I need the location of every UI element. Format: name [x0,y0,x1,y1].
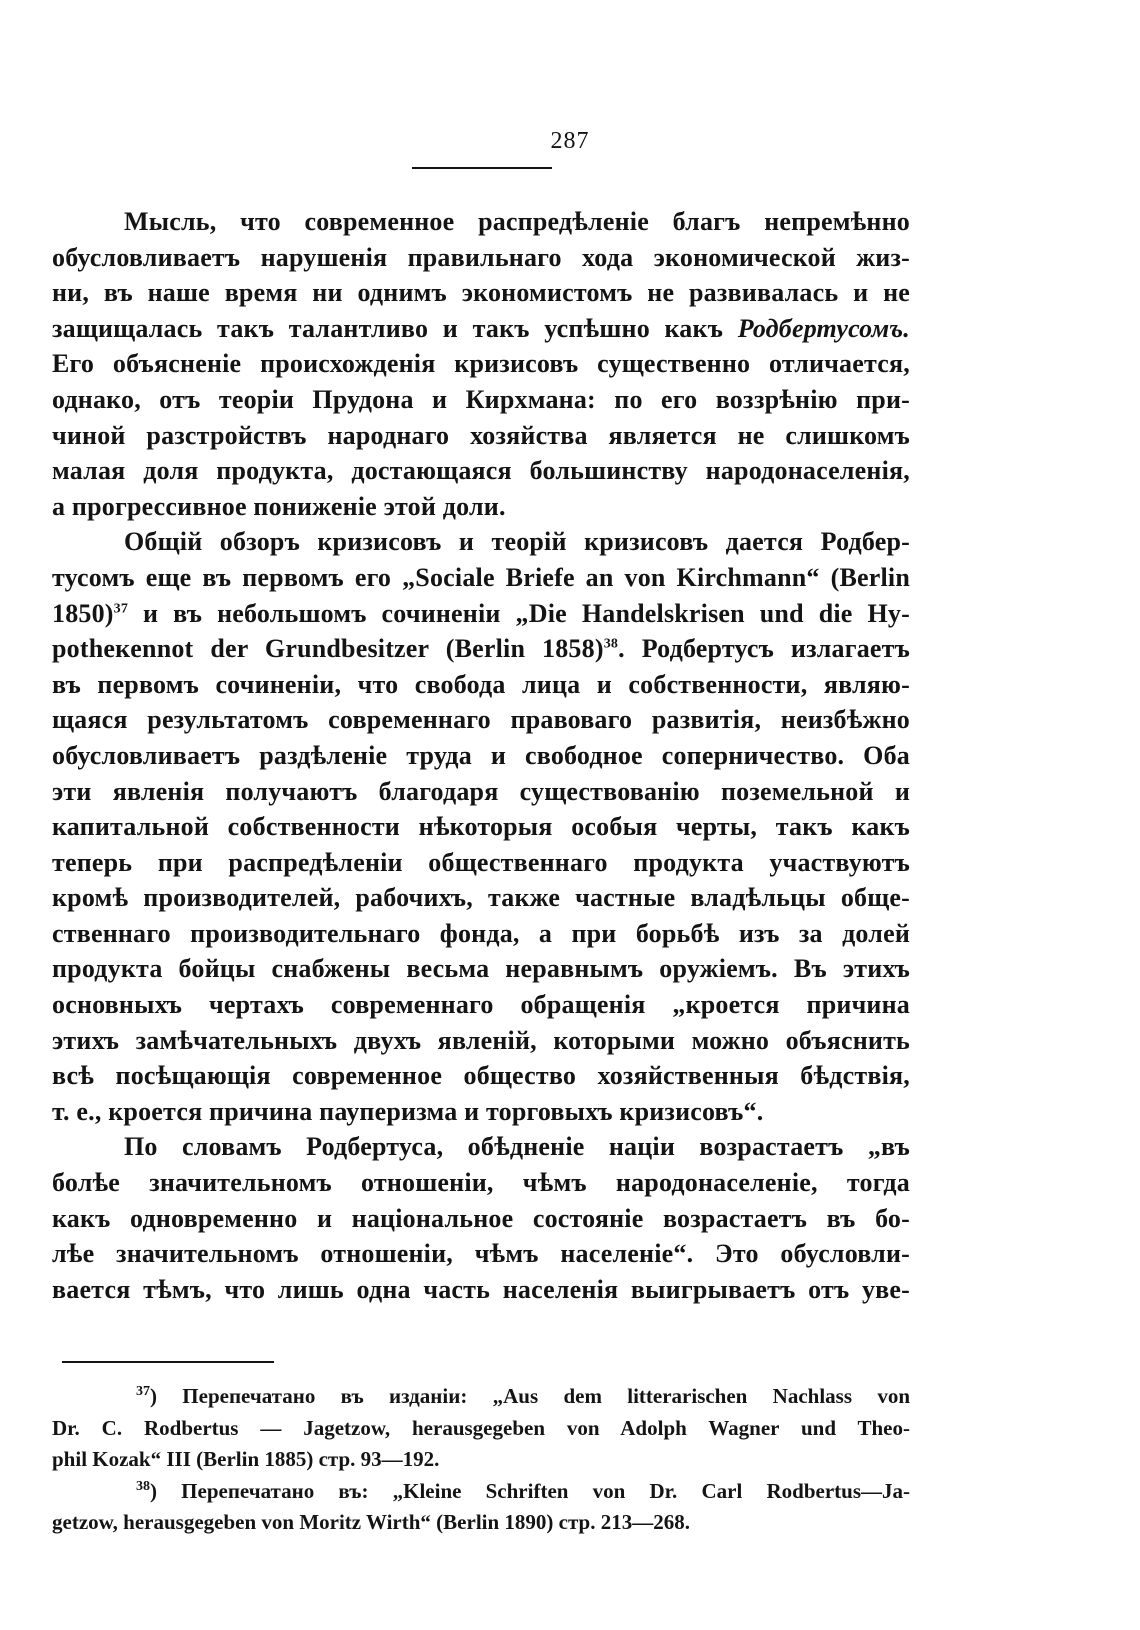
text-span: 1850) [52,598,114,628]
text-line: малая доля продукта, достающаяся большинству народонаселенія, [52,456,910,486]
text-line: Общій обзоръ кризисовъ и теорій кризисовъ дается Родбер- [124,527,910,557]
body-text [52,204,910,1307]
text-span: potheкennot der Grundbesitzer (Berlin 1858) [52,634,604,664]
footnote-line [52,1381,910,1413]
text-line: тусомъ еще въ первомъ его „Sociale Briefe an von Kirchmann“ (Berlin [52,562,910,592]
page-number: 287 [550,128,590,154]
footnote-mark: 37 [136,1384,150,1399]
footnote-ref-37[interactable]: 37 [113,600,129,616]
text-line: По словамъ Родбертуса, обѣдненіе націи возрастаетъ „въ [124,1132,910,1162]
footnote-line: phil Kozak“ III (Berlin 1885) стр. 93—192. [52,1447,440,1471]
text-line: основныхъ чертахъ современнаго обращенія „кроется причина [52,990,910,1020]
text-line: обусловливаетъ раздѣленіе труда и свободное соперничество. Оба [52,740,910,770]
text-span: ) Перепечатано въ изданіи: „Aus dem litterarischen Nachlass von [150,1384,910,1408]
text-line: болѣе значительномъ отношеніи, чѣмъ народонаселеніе, тогда [52,1168,910,1198]
paragraph-3 [52,1129,910,1307]
text-span: защищалась такъ талантливо и такъ успѣшно какъ [52,313,738,343]
text-line: ни, въ наше время ни однимъ экономистомъ не развивалась и не [52,278,910,308]
paragraph-2 [52,524,910,1129]
footnote-mark: 38 [136,1478,150,1494]
footnote-38 [52,1476,910,1539]
paragraph-1 [52,204,910,524]
text-line: однако, отъ теоріи Прудона и Кирхмана: по его воззрѣнію при- [52,384,910,414]
text-line: ственнаго производительнаго фонда, а при борьбѣ изъ за долей [52,918,910,948]
italic-name: Родбертусомъ. [737,313,910,343]
text-line: щаяся результатомъ современнаго правоваго развитія, неизбѣжно [52,705,910,735]
text-line: этихъ замѣчательныхъ двухъ явленій, которыми можно объяснить [52,1025,910,1055]
text-span: ) Перепечатано въ: „Kleine Schriften von Dr. Carl Rodbertus—Ja- [150,1478,910,1503]
footnote-37 [52,1381,910,1476]
footnote-ref-38[interactable]: 38 [603,636,619,652]
footnote-separator [62,1361,274,1363]
text-line: а прогрессивное пониженіе этой доли. [52,491,506,521]
text-line: эти явленія получаютъ благодаря существованію поземельной и [52,776,910,806]
text-line: Мысль, что современное распредѣленіе благъ непремѣнно [124,207,910,236]
footnote-line [52,1476,910,1508]
text-span: и въ небольшомъ сочиненіи „Die Handelskrisen und die Hy- [128,598,910,628]
text-line: въ первомъ сочиненіи, что свобода лица и собственности, являю- [52,669,910,699]
text-line: теперь при распредѣленіи общественнаго продукта участвуютъ [52,847,910,877]
text-line: т. е., кроется причина пауперизма и торговыхъ кризисовъ“. [52,1096,764,1126]
footnote-line: getzow, herausgegeben von Moritz Wirth“ (Berlin 1890) стр. 213—268. [52,1510,690,1534]
text-line: обусловливаетъ нарушенія правильнаго хода экономической жиз- [52,242,910,272]
text-line: вается тѣмъ, что лишь одна часть населенія выигрываетъ отъ уве- [52,1274,910,1304]
text-line: всѣ посѣщающія современное общество хозяйственныя бѣдствія, [52,1061,910,1091]
text-line: Его объясненіе происхожденія кризисовъ существенно отличается, [52,349,910,379]
text-line: лѣе значительномъ отношеніи, чѣмъ населеніе“. Это обусловли- [52,1239,910,1269]
footnotes [52,1381,910,1539]
text-span: . Родбертусъ излагаетъ [618,634,910,664]
text-line: какъ одновременно и національное состояніе возрастаетъ въ бо- [52,1203,910,1233]
text-line [52,631,910,667]
text-line [52,311,910,347]
page-number-rule [412,167,552,169]
text-line: продукта бойцы снабжены весьма неравнымъ оружіемъ. Въ этихъ [52,954,910,984]
footnote-line: Dr. C. Rodbertus — Jagetzow, herausgegeben von Adolph Wagner und Theo- [52,1415,910,1440]
text-line [52,596,910,632]
text-line: чиной разстройствъ народнаго хозяйства является не слишкомъ [52,420,910,450]
text-line: кромѣ производителей, рабочихъ, также частные владѣльцы обще- [52,883,910,913]
text-line: капитальной собственности нѣкоторыя особыя черты, такъ какъ [52,812,910,842]
